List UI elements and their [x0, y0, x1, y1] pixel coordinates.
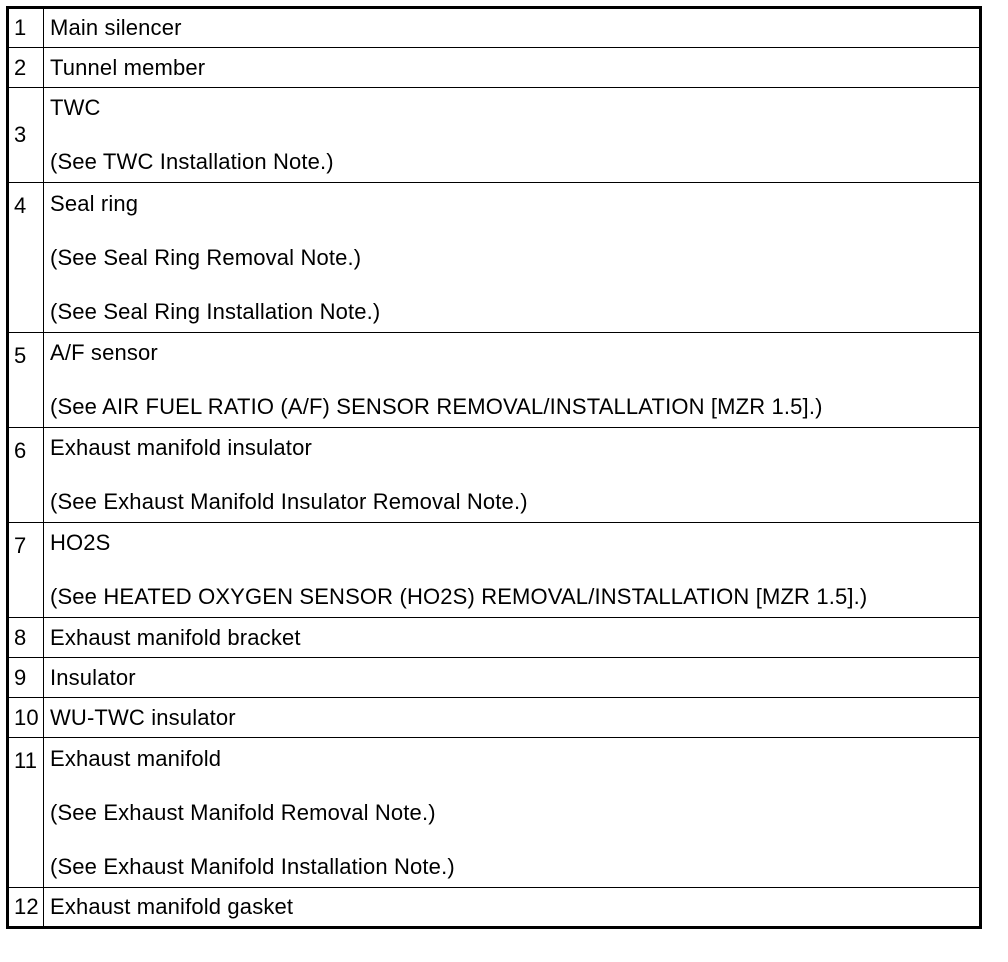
table-row: [8, 428, 981, 523]
row-number: 2: [8, 48, 44, 88]
row-description: [44, 48, 981, 88]
row-number: 1: [8, 8, 44, 48]
part-name: Exhaust manifold bracket: [50, 624, 301, 650]
row-number: 11: [8, 738, 44, 888]
part-name: TWC: [50, 95, 101, 120]
part-name: Tunnel member: [50, 54, 206, 80]
table-row: [8, 8, 981, 48]
parts-table: [6, 6, 982, 929]
row-description: [44, 88, 981, 183]
row-number: 8: [8, 618, 44, 658]
row-number: 3: [8, 88, 44, 183]
row-number: 5: [8, 333, 44, 428]
row-description: [44, 698, 981, 738]
part-name: WU-TWC insulator: [50, 704, 236, 730]
reference-link[interactable]: (See Seal Ring Installation Note.): [50, 298, 381, 324]
row-description: [44, 738, 981, 888]
table-row: [8, 48, 981, 88]
part-name: Exhaust manifold gasket: [50, 894, 294, 919]
table-row: [8, 183, 981, 333]
row-number: 4: [8, 183, 44, 333]
row-number: 10: [8, 698, 44, 738]
row-description: [44, 428, 981, 523]
row-number: 9: [8, 658, 44, 698]
table-row: [8, 618, 981, 658]
row-description: [44, 183, 981, 333]
row-number: 7: [8, 523, 44, 618]
row-description: [44, 333, 981, 428]
table-row: [8, 333, 981, 428]
part-name: HO2S: [50, 530, 111, 555]
row-number: 12: [8, 888, 44, 928]
row-description: [44, 658, 981, 698]
reference-link[interactable]: (See Exhaust Manifold Insulator Removal Note.): [50, 489, 528, 514]
reference-link[interactable]: (See HEATED OXYGEN SENSOR (HO2S) REMOVAL/INSTALLATION [MZR 1.5].): [50, 584, 868, 609]
part-name: Seal ring: [50, 190, 139, 216]
table-row: [8, 658, 981, 698]
part-name: Main silencer: [50, 15, 182, 40]
reference-link[interactable]: (See Exhaust Manifold Installation Note.): [50, 853, 455, 879]
table-row: [8, 698, 981, 738]
part-name: Exhaust manifold insulator: [50, 435, 312, 460]
row-description: [44, 8, 981, 48]
row-number: 6: [8, 428, 44, 523]
row-description: [44, 523, 981, 618]
reference-link[interactable]: (See AIR FUEL RATIO (A/F) SENSOR REMOVAL/INSTALLATION [MZR 1.5].): [50, 394, 823, 419]
table-row: [8, 88, 981, 183]
reference-link[interactable]: (See Exhaust Manifold Removal Note.): [50, 799, 436, 825]
reference-link[interactable]: (See Seal Ring Removal Note.): [50, 244, 362, 270]
table-row: [8, 523, 981, 618]
row-description: [44, 888, 981, 928]
part-name: Insulator: [50, 664, 136, 690]
row-description: [44, 618, 981, 658]
table-row: [8, 738, 981, 888]
reference-link[interactable]: (See TWC Installation Note.): [50, 149, 334, 174]
part-name: A/F sensor: [50, 340, 158, 365]
part-name: Exhaust manifold: [50, 745, 222, 771]
table-row: [8, 888, 981, 928]
